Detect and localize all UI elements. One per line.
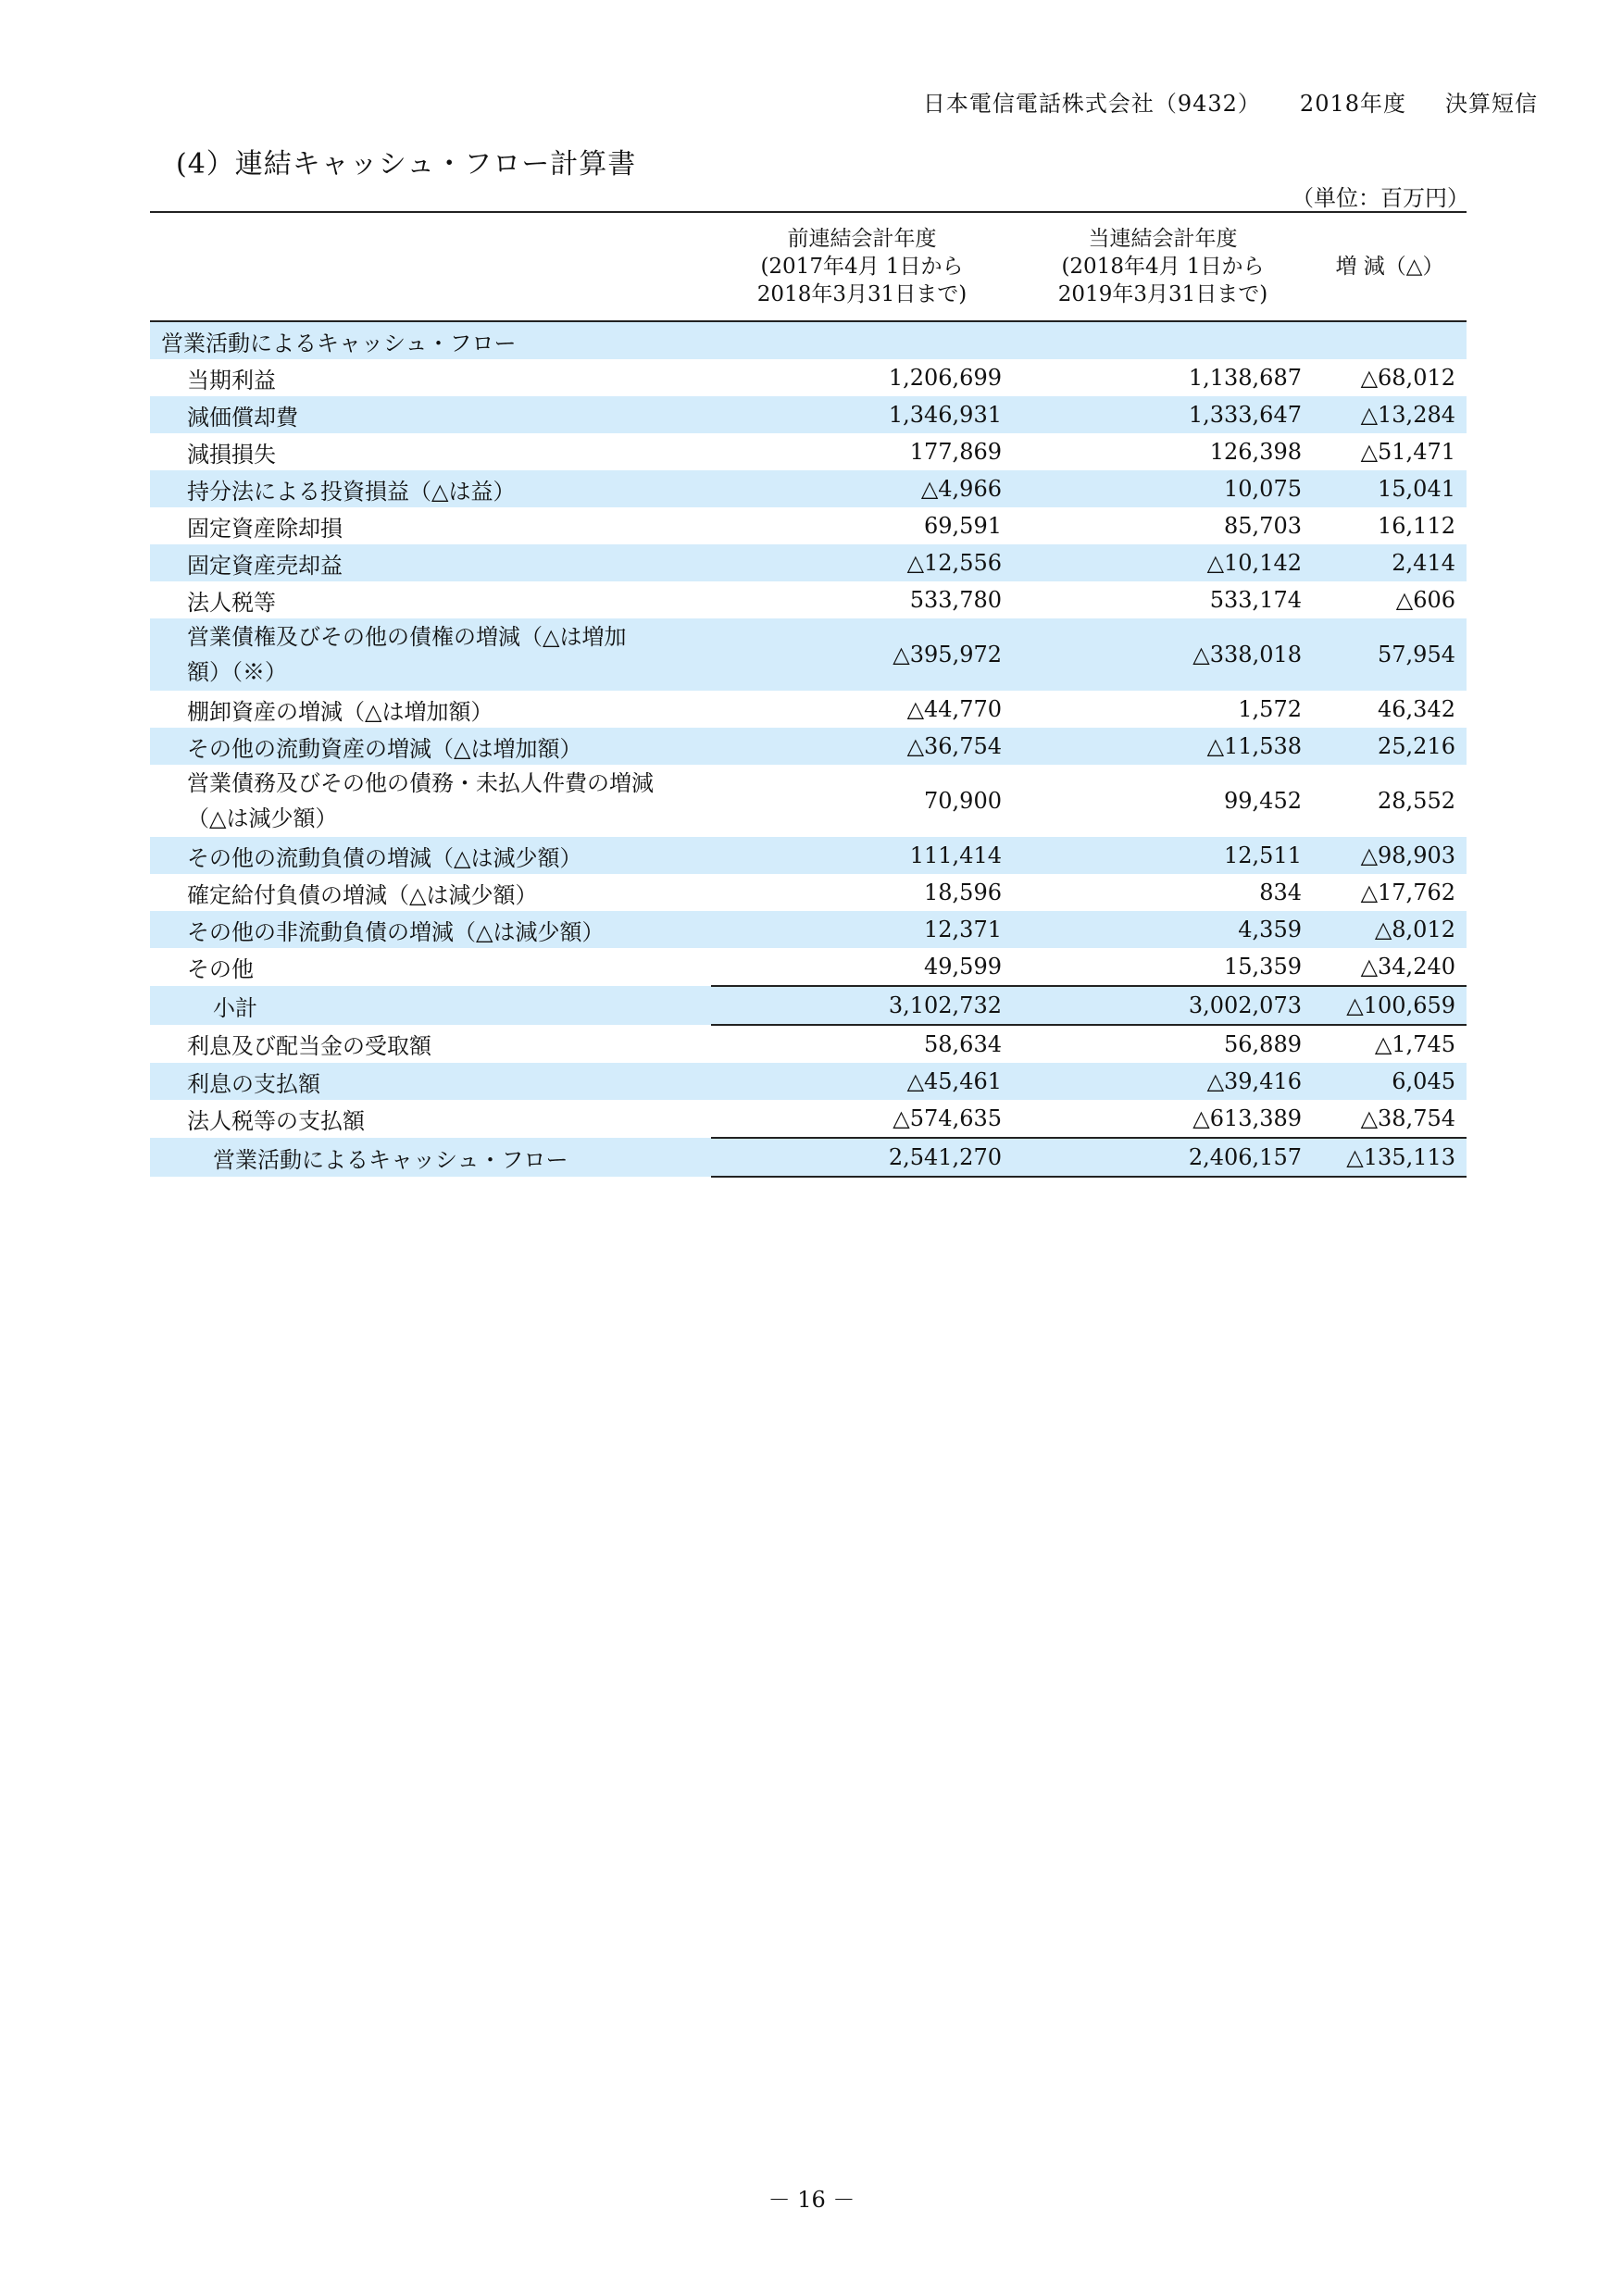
table-header-row	[150, 212, 1467, 321]
value-diff: △135,113	[1313, 1138, 1467, 1177]
table-row	[150, 691, 1467, 728]
table-row	[150, 1025, 1467, 1063]
value-cur: 99,452	[1224, 788, 1302, 814]
table-row	[150, 470, 1467, 507]
page-number: － 16 －	[768, 2187, 855, 2213]
value-diff: △8,012	[1313, 911, 1467, 948]
table-row	[150, 433, 1467, 470]
table-row	[150, 507, 1467, 544]
value-diff: △98,903	[1313, 837, 1467, 874]
value-cur: 1,572	[1238, 696, 1302, 722]
row-label: 利息及び配当金の受取額	[187, 1033, 431, 1059]
value-diff: △51,471	[1360, 439, 1455, 465]
row-label: 固定資産売却益	[150, 544, 711, 581]
value-prev: △45,461	[711, 1063, 1013, 1100]
value-diff: 28,552	[1378, 788, 1455, 814]
value-cur: 1,333,647	[1013, 396, 1313, 433]
table-row	[150, 618, 1467, 691]
row-label: 営業債権及びその他の債権の増減（△は増加 額）（※）	[150, 618, 711, 691]
value-cur: 126,398	[1209, 439, 1302, 465]
value-diff: 15,041	[1313, 470, 1467, 507]
doc-type: 決算短信	[1445, 91, 1538, 117]
value-cur: 85,703	[1224, 513, 1302, 539]
value-diff: △606	[1395, 587, 1455, 613]
value-prev: 70,900	[924, 788, 1002, 814]
row-label: その他の流動資産の増減（△は増加額）	[150, 728, 711, 765]
table-row	[150, 837, 1467, 874]
row-label: 利息の支払額	[150, 1063, 711, 1100]
table-row	[150, 1100, 1467, 1138]
value-cur: 834	[1259, 880, 1302, 905]
value-diff: △34,240	[1360, 954, 1455, 980]
value-cur: 15,359	[1224, 954, 1302, 980]
subtotal-row	[150, 986, 1467, 1025]
value-cur: 3,002,073	[1013, 986, 1313, 1025]
value-cur: △338,018	[1013, 618, 1313, 691]
value-prev: 12,371	[711, 911, 1013, 948]
cash-flow-table	[150, 211, 1467, 1178]
row-label: 減価償却費	[150, 396, 711, 433]
header-prev-period: 前連結会計年度 (2017年4月 1日から 2018年3月31日まで)	[711, 212, 1013, 321]
value-diff: △38,754	[1360, 1105, 1455, 1131]
section-heading: 営業活動によるキャッシュ・フロー	[150, 321, 711, 359]
row-label: 持分法による投資損益（△は益）	[150, 470, 711, 507]
value-prev: △574,635	[893, 1105, 1002, 1131]
value-diff: △17,762	[1360, 880, 1455, 905]
value-prev: 69,591	[924, 513, 1002, 539]
table-row	[150, 544, 1467, 581]
value-cur: △613,389	[1192, 1105, 1302, 1131]
value-cur: 2,406,157	[1013, 1138, 1313, 1177]
row-label: 営業債務及びその他の債務・未払人件費の増減 （△は減少額）	[187, 770, 654, 831]
value-prev: △395,972	[711, 618, 1013, 691]
row-label: 法人税等の支払額	[187, 1108, 365, 1134]
row-label: 減損損失	[187, 441, 276, 468]
value-prev: △44,770	[906, 696, 1002, 722]
value-prev: △12,556	[711, 544, 1013, 581]
table-row	[150, 874, 1467, 911]
value-prev: 18,596	[924, 880, 1002, 905]
value-diff: △100,659	[1313, 986, 1467, 1025]
table-row	[150, 359, 1467, 396]
value-prev: △4,966	[711, 470, 1013, 507]
value-cur: 533,174	[1209, 587, 1302, 613]
value-diff: 16,112	[1378, 513, 1455, 539]
value-diff: 6,045	[1313, 1063, 1467, 1100]
value-cur: △39,416	[1013, 1063, 1313, 1100]
table-row	[150, 911, 1467, 948]
row-label: その他の流動負債の増減（△は減少額）	[150, 837, 711, 874]
row-label: 固定資産除却損	[187, 515, 343, 542]
value-cur: △10,142	[1013, 544, 1313, 581]
row-label: 小計	[150, 986, 711, 1025]
value-diff: 57,954	[1313, 618, 1467, 691]
value-prev: 3,102,732	[711, 986, 1013, 1025]
header-cur-period: 当連結会計年度 (2018年4月 1日から 2019年3月31日まで)	[1013, 212, 1313, 321]
row-label: 営業活動によるキャッシュ・フロー	[150, 1138, 711, 1177]
value-prev: 58,634	[924, 1031, 1002, 1057]
value-cur: 1,138,687	[1188, 365, 1302, 391]
value-prev: 533,780	[909, 587, 1002, 613]
row-label: その他の非流動負債の増減（△は減少額）	[150, 911, 711, 948]
value-diff: △13,284	[1313, 396, 1467, 433]
value-prev: 1,346,931	[711, 396, 1013, 433]
table-row	[150, 765, 1467, 837]
row-label: 確定給付負債の増減（△は減少額）	[187, 881, 538, 908]
value-cur: 56,889	[1224, 1031, 1302, 1057]
header-label-cell	[150, 212, 711, 321]
table-row	[150, 1063, 1467, 1100]
page-header	[884, 85, 1538, 118]
row-label: その他	[187, 956, 254, 982]
value-prev: 177,869	[909, 439, 1002, 465]
value-diff: 25,216	[1313, 728, 1467, 765]
value-prev: 2,541,270	[711, 1138, 1013, 1177]
row-label: 当期利益	[187, 367, 276, 393]
total-row	[150, 1138, 1467, 1177]
company-name: 日本電信電話株式会社（9432）	[922, 91, 1261, 117]
table-row	[150, 581, 1467, 618]
fiscal-year: 2018年度	[1299, 91, 1406, 117]
value-cur: 4,359	[1013, 911, 1313, 948]
value-prev: 111,414	[711, 837, 1013, 874]
header-diff: 増 減（△）	[1313, 212, 1467, 321]
table-row	[150, 728, 1467, 765]
value-cur: △11,538	[1013, 728, 1313, 765]
section-title: (4）連結キャッシュ・フロー計算書	[176, 148, 637, 181]
table-row	[150, 396, 1467, 433]
value-cur: 12,511	[1013, 837, 1313, 874]
value-diff: 2,414	[1313, 544, 1467, 581]
value-diff: 46,342	[1378, 696, 1455, 722]
unit-label: （単位：百万円）	[1292, 185, 1469, 211]
value-prev: 1,206,699	[888, 365, 1002, 391]
section-heading-row	[150, 321, 1467, 359]
value-diff: △1,745	[1374, 1031, 1455, 1057]
row-label: 棚卸資産の増減（△は増加額）	[187, 698, 493, 725]
value-cur: 10,075	[1013, 470, 1313, 507]
row-label: 法人税等	[187, 589, 276, 616]
value-prev: 49,599	[924, 954, 1002, 980]
table-row	[150, 948, 1467, 986]
value-diff: △68,012	[1360, 365, 1455, 391]
value-prev: △36,754	[711, 728, 1013, 765]
